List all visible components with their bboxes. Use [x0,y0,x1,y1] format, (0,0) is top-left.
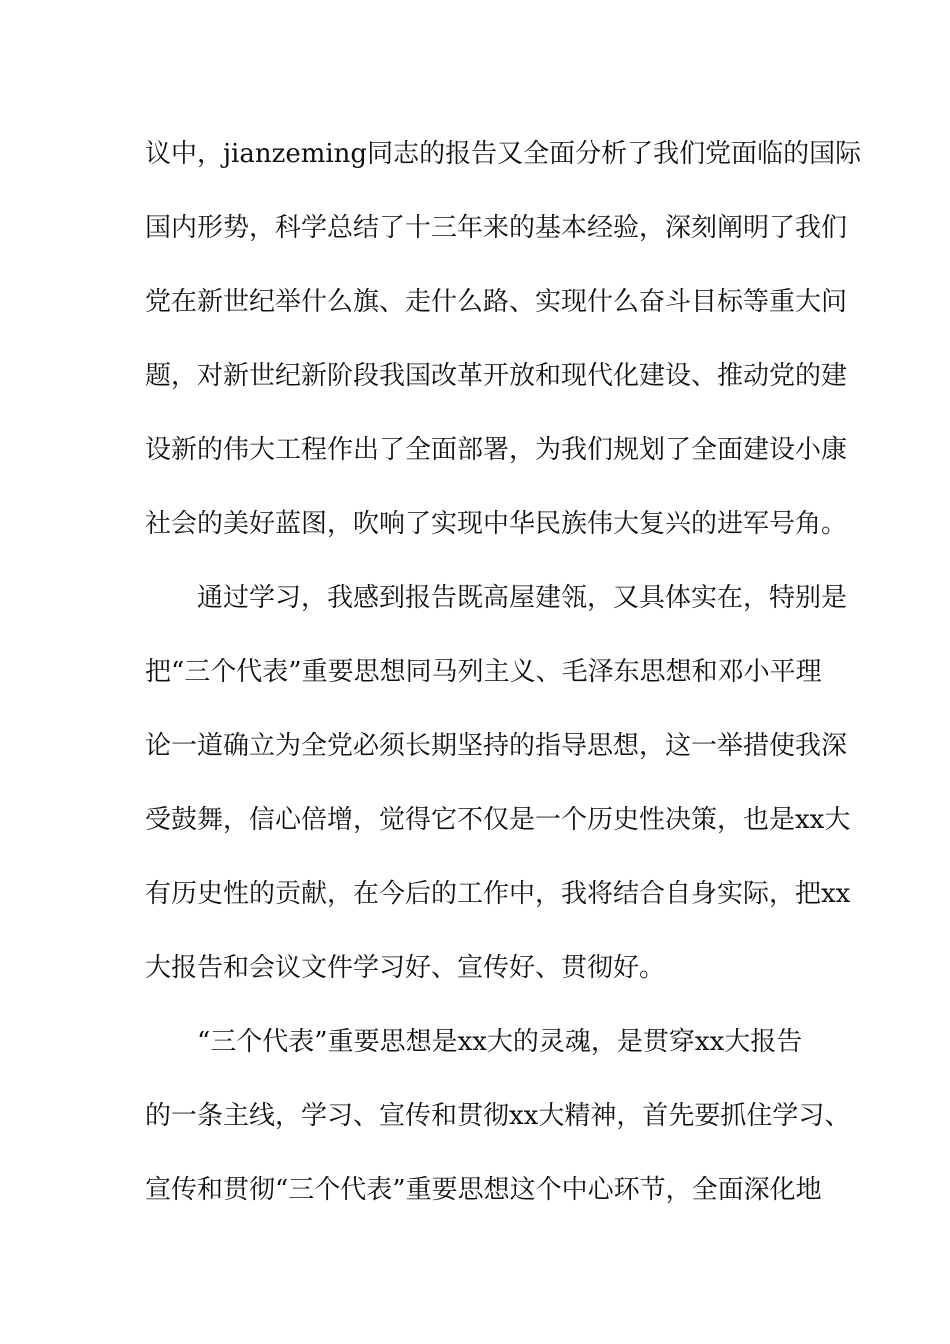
text-line: 党在新世纪举什么旗、走什么路、实现什么奋斗目标等重大问 [145,287,848,317]
text-line: 论一道确立为全党必须长期坚持的指导思想，这一举措使我深 [145,731,848,761]
text-line: 受鼓舞，信心倍增，觉得它不仅是一个历史性决策，也是xx大 [145,805,851,835]
text-line: 把“三个代表”重要思想同马列主义、毛泽东思想和邓小平理 [145,657,822,687]
text-line: 的一条主线，学习、宣传和贯彻xx大精神，首先要抓住学习、 [145,1101,851,1131]
text-line: 国内形势，科学总结了十三年来的基本经验，深刻阐明了我们 [145,213,848,243]
text-line: 有历史性的贡献，在今后的工作中，我将结合自身实际，把xx [145,879,851,909]
text-line: 大报告和会议文件学习好、宣传好、贯彻好。 [145,953,666,983]
text-line: 议中，jianzeming同志的报告又全面分析了我们党面临的国际 [145,139,862,169]
text-line: 宣传和贯彻“三个代表”重要思想这个中心环节，全面深化地 [145,1175,822,1205]
paragraph-start-line: “三个代表”重要思想是xx大的灵魂，是贯穿xx大报告 [197,1027,803,1057]
document-body [145,124,862,1234]
text-line: 题，对新世纪新阶段我国改革开放和现代化建设、推动党的建 [145,361,848,391]
text-line: 社会的美好蓝图，吹响了实现中华民族伟大复兴的进军号角。 [145,509,848,539]
paragraph-start-line: 通过学习，我感到报告既高屋建瓴，又具体实在，特别是 [197,583,848,613]
text-line: 设新的伟大工程作出了全面部署，为我们规划了全面建设小康 [145,435,848,465]
